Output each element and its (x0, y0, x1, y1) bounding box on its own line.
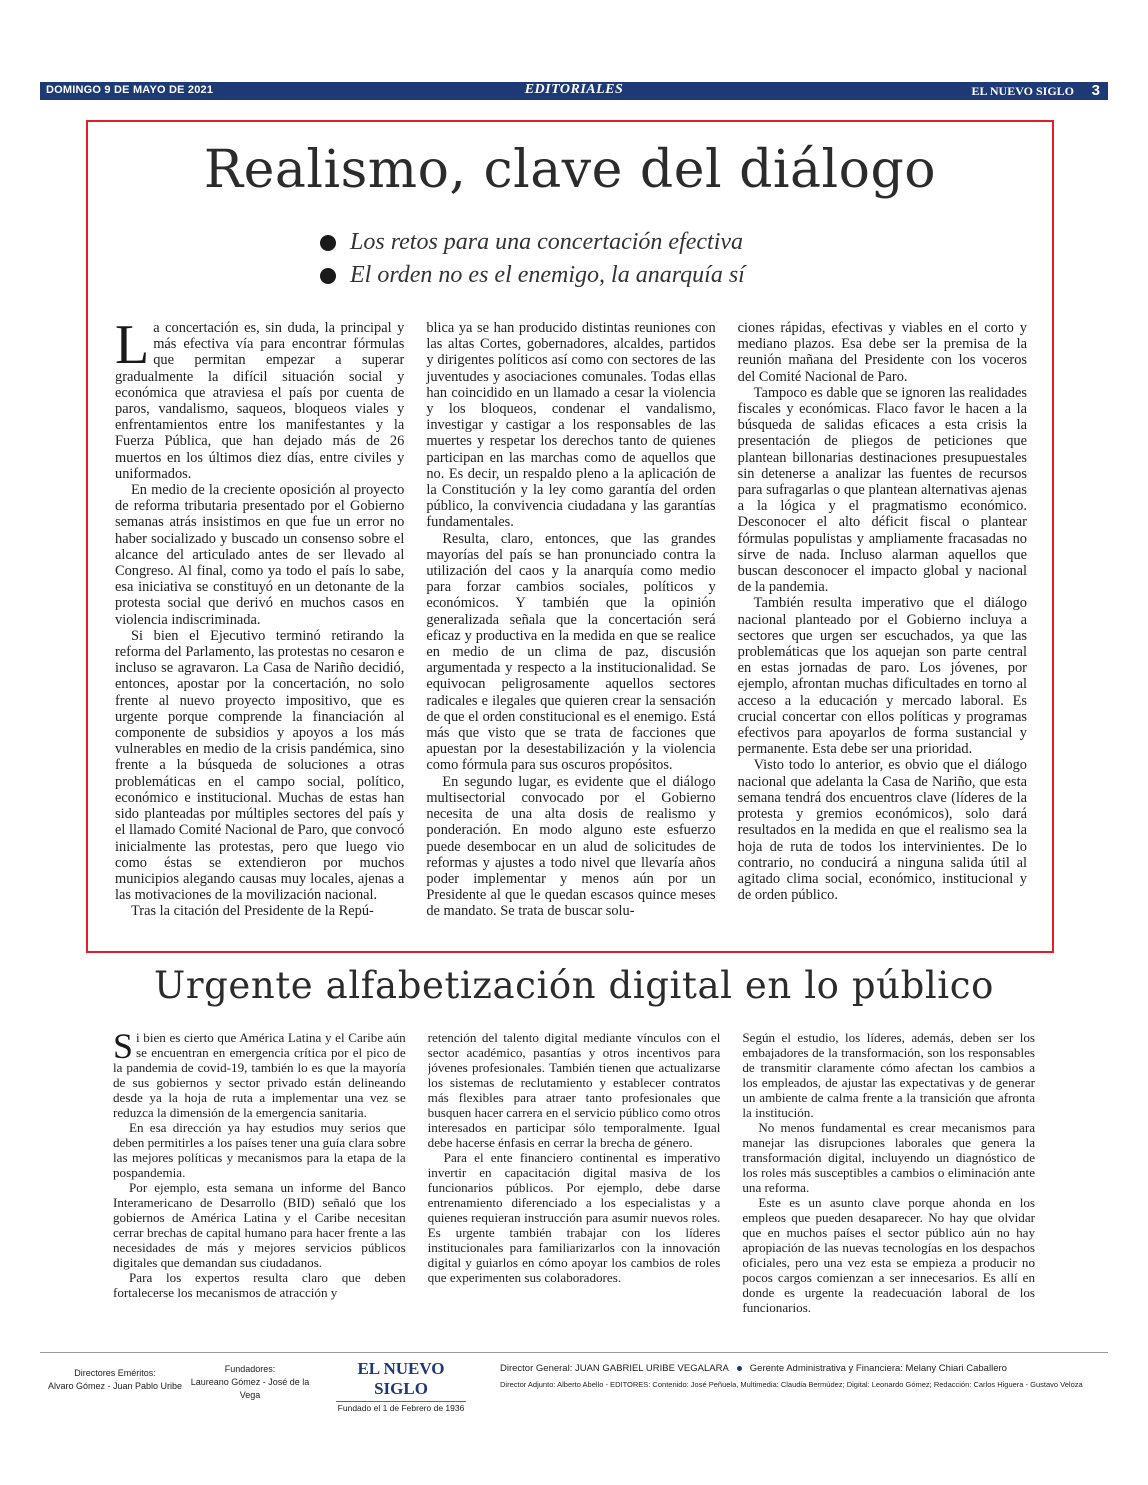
director-general: Director General: JUAN GABRIEL URIBE VEGALARA (500, 1363, 729, 1374)
separator-dot-icon (737, 1366, 742, 1371)
bullet-item: Los retos para una concertación efectiva (320, 226, 920, 259)
staff-footer (40, 1352, 1108, 1413)
paragraph: blica ya se han producido distintas reuniones con las altas Cortes, gobernadores, alcaldes, partidos y dirigentes políticos así como con sectores de las juventudes y asociaciones comunales. Todas ellas han coincidido en un llamado a cesar la violencia y los bloqueos, condenar el vandalismo, investigar y castigar a los responsables de las muertes y respetar los derechos tanto de quienes participan en las marchas como de aquellos que no. Es decir, un respaldo pleno a la aplicación de la Constitución y la ley como garantía del orden público, la convivencia ciudadana y las garantías fundamentales. (426, 320, 716, 531)
footer-logo: EL NUEVO SIGLO Fundado el 1 de Febrero de 1936 (337, 1359, 465, 1413)
bullet-item: El orden no es el enemigo, la anarquía sí (320, 259, 920, 292)
editorial-2-title: Urgente alfabetización digital en lo público (154, 964, 994, 1007)
text-column (742, 1030, 1035, 1335)
issue-date: DOMINGO 9 DE MAYO DE 2021 (46, 84, 214, 96)
paragraph: retención del talento digital mediante vínculos con el sector académico, pasantías y otros incentivos para jóvenes profesionales. También tienen que actualizarse los sistemas de reclutamiento y establecer contratos más flexibles para atraer tanto profesionales que busquen hacer carrera en el servicio público como otros interesados en participar sólo temporalmente. Igual debe hacerse énfasis en cerrar la brecha de género. (427, 1030, 721, 1150)
paragraph: Si bien el Ejecutivo terminó retirando la reforma del Parlamento, las protestas no cesaron e incluso se agravaron. La Casa de Nariño decidió, entonces, apostar por la concertación, no solo frente al nuevo proyecto impositivo, que es urgente porque comprende la financiación al componente de subsidios y apoyos a los más vulnerables en medio de la crisis pandémica, sino frente a la búsqueda de soluciones a otras problemáticas en el campo social, político, económico e institucional. Muchas de estas han sido planteadas por múltiples sectores del país y el llamado Comité Nacional de Paro, que convocó inicialmente las protestas, pero que luego vio como éstas se extendieron por muchos municipios alegando causas muy locales, ajenas a las motivaciones de la movilización nacional. (115, 627, 405, 904)
paragraph: Según el estudio, los líderes, además, deben ser los embajadores de la transformación, son los responsables de transmitir claramente cómo afectan los cambios a los empleados, de ajustar las expectativas y de generar un ambiente de calma frente a la transición que afronta la institución. (742, 1030, 1036, 1120)
editorial-2-body (113, 1030, 1035, 1335)
editorial-1-body (115, 320, 1027, 938)
masthead-bar (40, 82, 1108, 100)
paragraph: Este es un asunto clave porque ahonda en los empleos que pueden desaparecer. No hay que olvidar que en muchos países el sector público aún no hay apropiación de las nuevas tecnologías en los despachos oficiales, pero una vez esta se empieza a producir no pocos cargos comienzan a ser innecesarios. Es allí en donde es urgente la readecuación laboral de los funcionarios. (742, 1195, 1036, 1315)
section-title: EDITORIALES (524, 82, 624, 97)
general-manager: Gerente Administrativa y Financiera: Melany Chiari Caballero (749, 1363, 1007, 1374)
paragraph: La concertación es, sin duda, la principal y más efectiva vía para encontrar fórmulas que permitan empezar a superar gradualmente la difícil situación social y económica que atraviesa el país por cuenta de paros, vandalismo, saqueos, bloqueos viales y enfrentamientos entre los manifestantes y la Fuerza Pública, que han dejado más de 26 muertos en los últimos diez días, entre civiles y uniformados. (115, 320, 405, 482)
paragraph: Para los expertos resulta claro que deben fortalecerse los mecanismos de atracción y (113, 1270, 406, 1300)
paragraph: Por ejemplo, esta semana un informe del Banco Interamericano de Desarrollo (BID) señaló que los gobiernos de América Latina y el Caribe necesitan cerrar brechas de capital humano para hacer frente a las necesidades de más y mejores servicios públicos digitales que demandan sus ciudadanos. (113, 1180, 406, 1270)
paragraph: Tras la citación del Presidente de la Repú- (131, 903, 374, 920)
staff-credits (500, 1363, 1108, 1389)
founders: Fundadores: Laureano Gómez - José de la Vega (190, 1364, 310, 1400)
paragraph: ciones rápidas, efectivas y viables en el corto y mediano plazos. Esa debe ser la premisa de la reunión mañana del Presidente con los voceros del Comité Nacional de Paro. (737, 320, 1027, 385)
paragraph: Resulta, claro, entonces, que las grandes mayorías del país se han pronunciado contra la utilización del caos y la anarquía como medio para forzar cambios sociales, políticos y económicos. Y también que la opinión generalizada señala que la concertación será eficaz y productiva en la medida en que se realice en medio de un clima de paz, discusión argumentada y respecto a la institucionalidad. Se equivocan peligrosamente aquellos sectores radicales e ilegales que quieren crear la sensación de que el orden constitucional es el enemigo. Está más que visto que se trata de facciones que apuestan por la desestabilización y la violencia como fórmula para sus oscuros propósitos. (426, 530, 716, 774)
paragraph: Si bien es cierto que América Latina y el Caribe aún se encuentran en emergencia crítica por el pico de la pandemia de covid-19, también lo es que la mayoría de sus gobiernos y sector privado están delineando desde ya la hoja de ruta a implementar una vez se reduzca la dimensión de la emergencia sanitaria. (113, 1030, 406, 1120)
bullet-icon (320, 235, 336, 251)
drop-cap: L (115, 320, 150, 376)
text-column (113, 1030, 406, 1335)
paragraph: En medio de la creciente oposición al proyecto de reforma tributaria presentado por el Gobierno semanas atrás insistimos en que fue un error no haber socializado y buscado un consenso sobre el alcance del articulado antes de ser llevado al Congreso. Al final, como ya todo el país lo sabe, esa iniciativa se constituyó en un detonante de la protesta social que derivó en muchos casos en violencia indiscriminada. (115, 482, 405, 628)
editorial-1-title: Realismo, clave del diálogo (203, 140, 937, 200)
emeritus-directors: Directores Eméritos: Alvaro Gómez - Juan Pablo Uribe (47, 1368, 183, 1391)
page-number: 3 (1091, 82, 1100, 99)
paragraph: En esa dirección ya hay estudios muy serios que deben permitirles a los países tener una guía clara sobre las mejores políticas y mecanismos para la etapa de la pospandemia. (113, 1120, 406, 1180)
paragraph: En segundo lugar, es evidente que el diálogo multisectorial convocado por el Gobierno necesita de una alta dosis de realismo y ponderación. En modo alguno este esfuerzo puede desembocar en un alud de solicitudes de reformas y ajustes a todo nivel que llevaría años poder implementar y menos aún por un Presidente al que le quedan escasos quince meses de mandato. Se trata de buscar solu- (426, 773, 716, 920)
paragraph: Tampoco es dable que se ignoren las realidades fiscales y económicas. Flaco favor le hacen a la búsqueda de salidas eficaces a esta crisis la presentación de pliegos de peticiones que plantean billonarias destinaciones presupuestales sin detenerse a analizar las fuentes de recursos para sufragarlas o que plantean alternativas ajenas a la lógica y el pragmatismo económico. Desconocer el alto déficit fiscal o plantear fórmulas populistas y ampliamente fracasadas no sirve de nada. Incluso alarman aquellos que buscan desconocer el impacto global y nacional de la pandemia. (737, 384, 1027, 596)
bullet-icon (320, 268, 336, 284)
drop-cap: S (113, 1030, 134, 1066)
text-column (738, 320, 1027, 938)
text-column (428, 1030, 721, 1335)
editorial-1-bullets (320, 226, 920, 292)
paragraph: No menos fundamental es crear mecanismos para manejar las disrupciones laborales que genera la transformación digital, incluyendo un diagnóstico de los roles más susceptibles a cambios o eliminación ante una reforma. (742, 1120, 1036, 1195)
text-column (115, 320, 404, 938)
paragraph: Para el ente financiero continental es imperativo invertir en capacitación digital masiva de los funcionarios públicos. Por ejemplo, debe darse entrenamiento diferenciado a los especialistas y a quienes requieran instrucción para asumir nuevos roles. Es urgente también trabajar con los líderes institucionales para familiarizarlos con la innovación digital y guiarlos en cómo apoyar los cambios de roles que experimenten sus colaboradores. (427, 1150, 721, 1285)
editors-list: Director Adjunto: Alberto Abello - EDITORES: Contenido: José Peñuela, Multimedia: Claudia Bermúdez; Digital: Leonardo Gómez; Redacción: Carlos Higuera - Gustavo Veloza (500, 1380, 1083, 1389)
text-column (426, 320, 715, 938)
paragraph: Visto todo lo anterior, es obvio que el diálogo nacional que adelanta la Casa de Nariño, que esta semana tendrá dos encuentros clave (líderes de la protesta y gremios económicos), solo dará resultados en la medida en que el realismo sea la hoja de ruta de todos los intervinientes. De lo contrario, no conducirá a ninguna salida útil al agitado clima social, económico, institucional y de orden público. (737, 757, 1027, 904)
paragraph: También resulta imperativo que el diálogo nacional planteado por el Gobierno incluya a sectores que urgen ser escuchados, ya que las problemáticas que los aquejan son parte central en estas jornadas de paro. Los jóvenes, por ejemplo, afrontan muchas dificultades en torno al acceso a la educación y mercado laboral. Es crucial concertar con ellos políticas y programas efectivos para apoyarlos de forma sustancial y permanente. Esta debe ser una prioridad. (737, 595, 1027, 758)
newspaper-brand: EL NUEVO SIGLO (971, 84, 1074, 98)
